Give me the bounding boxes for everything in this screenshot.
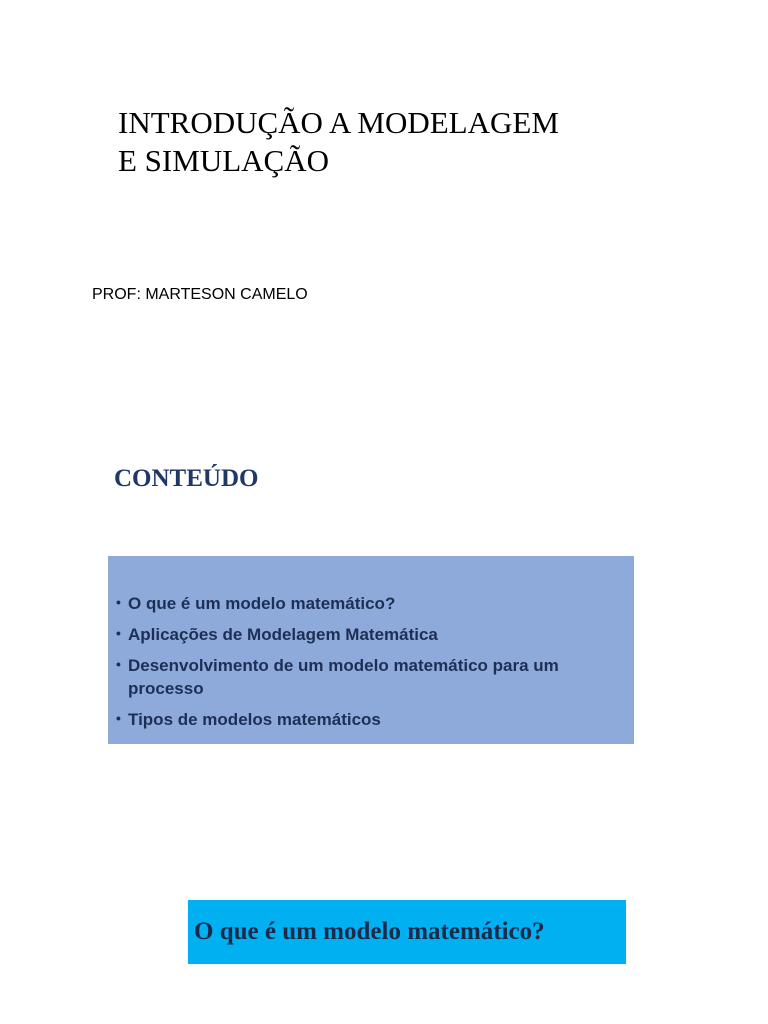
bullet-icon: • [116, 625, 121, 641]
list-item-text: Aplicações de Modelagem Matemática [128, 625, 438, 644]
bullet-icon: • [116, 656, 121, 672]
list-item [116, 592, 622, 615]
contents-heading: CONTEÚDO [114, 465, 259, 492]
question-box [188, 900, 626, 964]
title-line-1: INTRODUÇÃO A MODELAGEM [118, 105, 559, 140]
list-item-text: Desenvolvimento de um modelo matemático para um processo [128, 656, 559, 698]
title-line-2: E SIMULAÇÃO [118, 143, 329, 178]
professor-name: PROF: MARTESON CAMELO [92, 286, 308, 303]
bullet-icon: • [116, 594, 121, 610]
question-text: O que é um modelo matemático? [194, 918, 545, 945]
list-item [116, 708, 622, 731]
list-item [116, 654, 622, 700]
list-item-text: Tipos de modelos matemáticos [128, 710, 381, 729]
list-item [116, 623, 622, 646]
contents-list [116, 592, 622, 731]
contents-box [108, 556, 634, 744]
document-title [118, 104, 658, 180]
bullet-icon: • [116, 710, 121, 726]
list-item-text: O que é um modelo matemático? [128, 594, 396, 613]
